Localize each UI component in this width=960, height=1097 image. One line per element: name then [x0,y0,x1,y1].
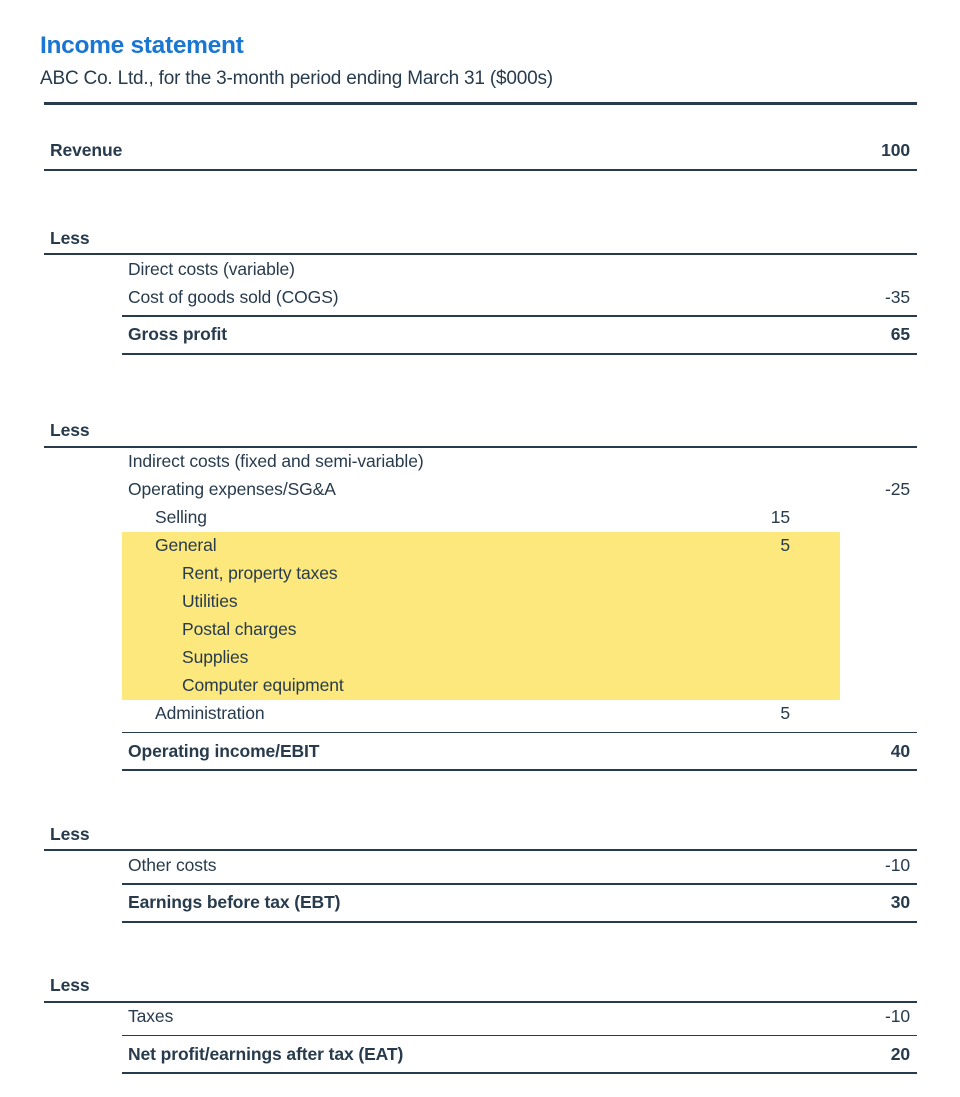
statement-row [44,283,917,311]
row-mid-value: 5 [780,535,790,556]
statement-row [44,733,917,769]
statement-row [44,851,917,879]
statement-row [44,255,917,283]
statement-row [44,317,917,353]
page-title: Income statement [40,32,244,59]
row-value: 40 [890,740,910,761]
row-label: Less [50,823,90,844]
row-label: Computer equipment [182,675,344,696]
row-label: Postal charges [182,619,297,640]
row-label: Rent, property taxes [182,563,338,584]
row-label: Cost of goods sold (COGS) [128,286,339,307]
rule [122,769,917,771]
row-label: Operating income/EBIT [128,740,320,761]
statement-rows [40,133,917,1075]
statement-row [44,1003,917,1031]
row-mid-value: 15 [770,507,790,528]
statement-row [44,532,917,560]
row-label: Direct costs (variable) [128,258,295,279]
row-value: -25 [885,479,910,500]
row-mid-value: 5 [780,703,790,724]
statement-row [44,700,917,728]
row-label: Taxes [128,1006,174,1027]
row-label: Indirect costs (fixed and semi-variable) [128,451,424,472]
rule [44,169,917,172]
row-value: -10 [885,854,910,875]
statement-row [44,416,917,446]
row-label: Net profit/earnings after tax (EAT) [128,1043,404,1064]
row-label: Supplies [182,647,249,668]
statement-row [44,560,917,588]
statement-row [44,133,917,169]
statement-row [44,504,917,532]
row-value: 65 [890,324,910,345]
row-label: Selling [155,507,207,528]
statement-row [44,223,917,253]
rule [122,1072,917,1074]
row-value: 20 [890,1043,910,1064]
statement-row [44,672,917,700]
row-label: Less [50,975,90,996]
rule [122,353,917,355]
statement-row [44,971,917,1001]
rule [122,921,917,923]
statement-row [44,448,917,476]
row-label: Earnings before tax (EBT) [128,892,341,913]
row-value: -10 [885,1006,910,1027]
header-divider [44,102,917,105]
row-value: 100 [881,140,910,161]
row-value: 30 [890,892,910,913]
row-label: Administration [155,703,265,724]
statement-row [44,644,917,672]
statement-row [44,885,917,921]
row-label: Gross profit [128,324,227,345]
row-label: Revenue [50,140,123,161]
statement-row [44,476,917,504]
statement-row [44,616,917,644]
row-label: Utilities [182,591,238,612]
document-subtitle: ABC Co. Ltd., for the 3-month period ending March 31 ($000s) [40,67,553,89]
statement-row [44,588,917,616]
row-label: Less [50,227,90,248]
row-value: -35 [885,286,910,307]
statement-row [44,819,917,849]
highlight-overlay [122,532,840,560]
row-label: Operating expenses/SG&A [128,479,336,500]
statement-row [44,1036,917,1072]
row-label: Other costs [128,854,217,875]
row-label: General [155,535,217,556]
row-label: Less [50,420,90,441]
